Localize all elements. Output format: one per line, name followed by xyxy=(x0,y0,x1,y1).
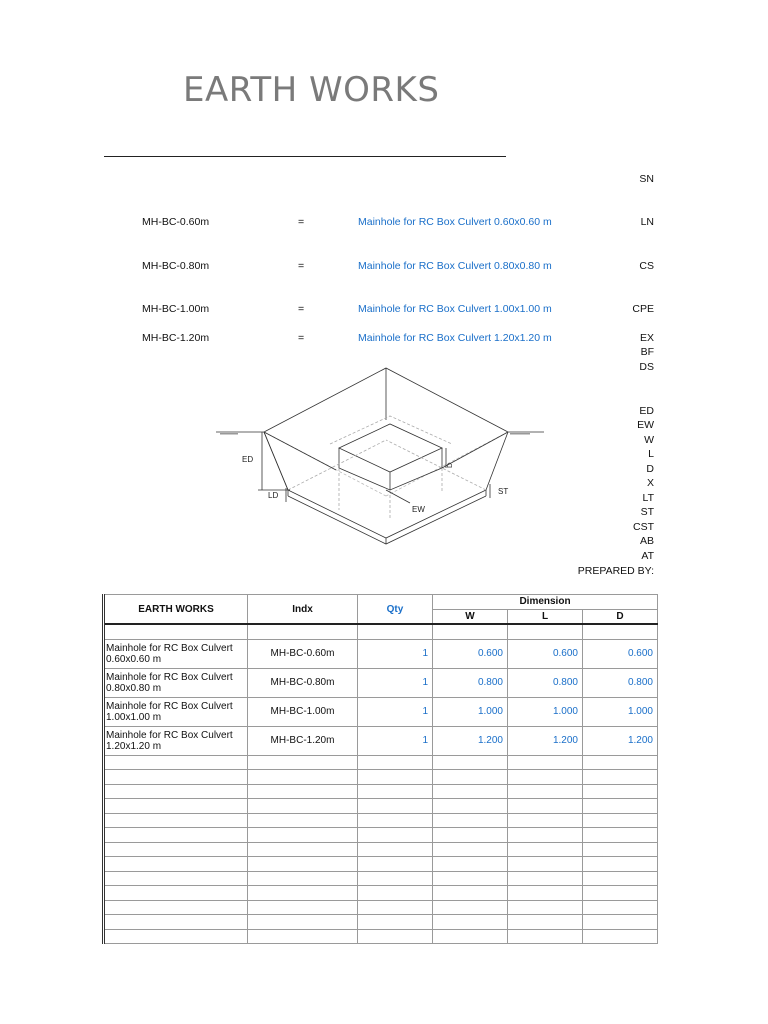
table-row xyxy=(104,697,658,726)
st-label: ST xyxy=(498,487,509,496)
code-label: X xyxy=(646,477,654,489)
legend-code: MH-BC-1.00m xyxy=(142,303,210,315)
ld-label: LD xyxy=(268,491,279,500)
legend-equals: = xyxy=(298,216,305,228)
legend-description: Mainhole for RC Box Culvert 1.20x1.20 m xyxy=(358,332,552,344)
empty-row xyxy=(104,755,658,770)
row-d: 0.800 xyxy=(583,668,658,697)
row-w: 1.200 xyxy=(433,726,508,755)
prepared-by-label: PREPARED BY: xyxy=(577,565,654,577)
row-item: Mainhole for RC Box Culvert 1.00x1.00 m xyxy=(104,697,248,726)
empty-row xyxy=(104,929,658,944)
row-indx: MH-BC-1.00m xyxy=(248,697,358,726)
excavation-drawing xyxy=(210,360,550,550)
row-indx: MH-BC-0.60m xyxy=(248,639,358,668)
empty-row xyxy=(104,900,658,915)
code-label: ST xyxy=(640,506,654,518)
row-w: 0.600 xyxy=(433,639,508,668)
legend-description: Mainhole for RC Box Culvert 0.80x0.80 m xyxy=(358,260,552,272)
column-header-l: L xyxy=(508,609,583,624)
empty-row xyxy=(104,886,658,901)
row-item: Mainhole for RC Box Culvert 0.60x0.60 m xyxy=(104,639,248,668)
code-label: LN xyxy=(640,216,654,228)
code-label: EX xyxy=(639,332,654,344)
code-label: ED xyxy=(639,405,654,417)
code-label: SN xyxy=(639,173,654,185)
legend-code: MH-BC-0.60m xyxy=(142,216,210,228)
row-w: 1.000 xyxy=(433,697,508,726)
legend-equals: = xyxy=(298,303,305,315)
empty-row xyxy=(104,828,658,843)
table-row xyxy=(104,726,658,755)
row-d: 1.000 xyxy=(583,697,658,726)
legend-description: Mainhole for RC Box Culvert 0.60x0.60 m xyxy=(358,216,552,228)
earth-works-table xyxy=(102,594,658,944)
legend-code: MH-BC-0.80m xyxy=(142,260,210,272)
column-header-dimension: Dimension xyxy=(433,595,658,610)
d-label: D xyxy=(447,462,454,468)
column-header-d: D xyxy=(583,609,658,624)
ew-label: EW xyxy=(412,505,425,514)
empty-row xyxy=(104,770,658,785)
row-d: 1.200 xyxy=(583,726,658,755)
row-qty: 1 xyxy=(358,697,433,726)
row-l: 1.200 xyxy=(508,726,583,755)
row-item: Mainhole for RC Box Culvert 0.80x0.80 m xyxy=(104,668,248,697)
code-label: D xyxy=(646,463,654,475)
row-item: Mainhole for RC Box Culvert 1.20x1.20 m xyxy=(104,726,248,755)
code-label: W xyxy=(644,434,654,446)
code-label: L xyxy=(648,448,654,460)
column-header-qty: Qty xyxy=(358,595,433,625)
row-indx: MH-BC-1.20m xyxy=(248,726,358,755)
row-l: 1.000 xyxy=(508,697,583,726)
row-w: 0.800 xyxy=(433,668,508,697)
code-label: EW xyxy=(637,419,654,431)
empty-row xyxy=(104,857,658,872)
empty-row xyxy=(104,915,658,930)
row-l: 0.600 xyxy=(508,639,583,668)
empty-row xyxy=(104,842,658,857)
row-qty: 1 xyxy=(358,668,433,697)
code-label: AT xyxy=(641,550,654,562)
empty-row xyxy=(104,799,658,814)
code-label: CPE xyxy=(632,303,654,315)
row-indx: MH-BC-0.80m xyxy=(248,668,358,697)
empty-row xyxy=(104,871,658,886)
empty-row xyxy=(104,784,658,799)
legend-description: Mainhole for RC Box Culvert 1.00x1.00 m xyxy=(358,303,552,315)
title-underline xyxy=(104,156,506,157)
code-label: CS xyxy=(639,260,654,272)
ed-label: ED xyxy=(242,455,254,464)
code-label: LT xyxy=(642,492,654,504)
code-label: DS xyxy=(639,361,654,373)
row-l: 0.800 xyxy=(508,668,583,697)
table-row xyxy=(104,668,658,697)
row-d: 0.600 xyxy=(583,639,658,668)
legend-equals: = xyxy=(298,260,305,272)
legend-equals: = xyxy=(298,332,305,344)
table-row xyxy=(104,639,658,668)
column-header-earth-works: EARTH WORKS xyxy=(104,595,248,625)
empty-row xyxy=(104,813,658,828)
legend-code: MH-BC-1.20m xyxy=(142,332,210,344)
code-label: BF xyxy=(640,346,654,358)
row-qty: 1 xyxy=(358,639,433,668)
code-label: CST xyxy=(633,521,654,533)
column-header-w: W xyxy=(433,609,508,624)
column-header-indx: Indx xyxy=(248,595,358,625)
code-label: AB xyxy=(639,535,654,547)
row-qty: 1 xyxy=(358,726,433,755)
page-title: EARTH WORKS xyxy=(183,70,440,110)
